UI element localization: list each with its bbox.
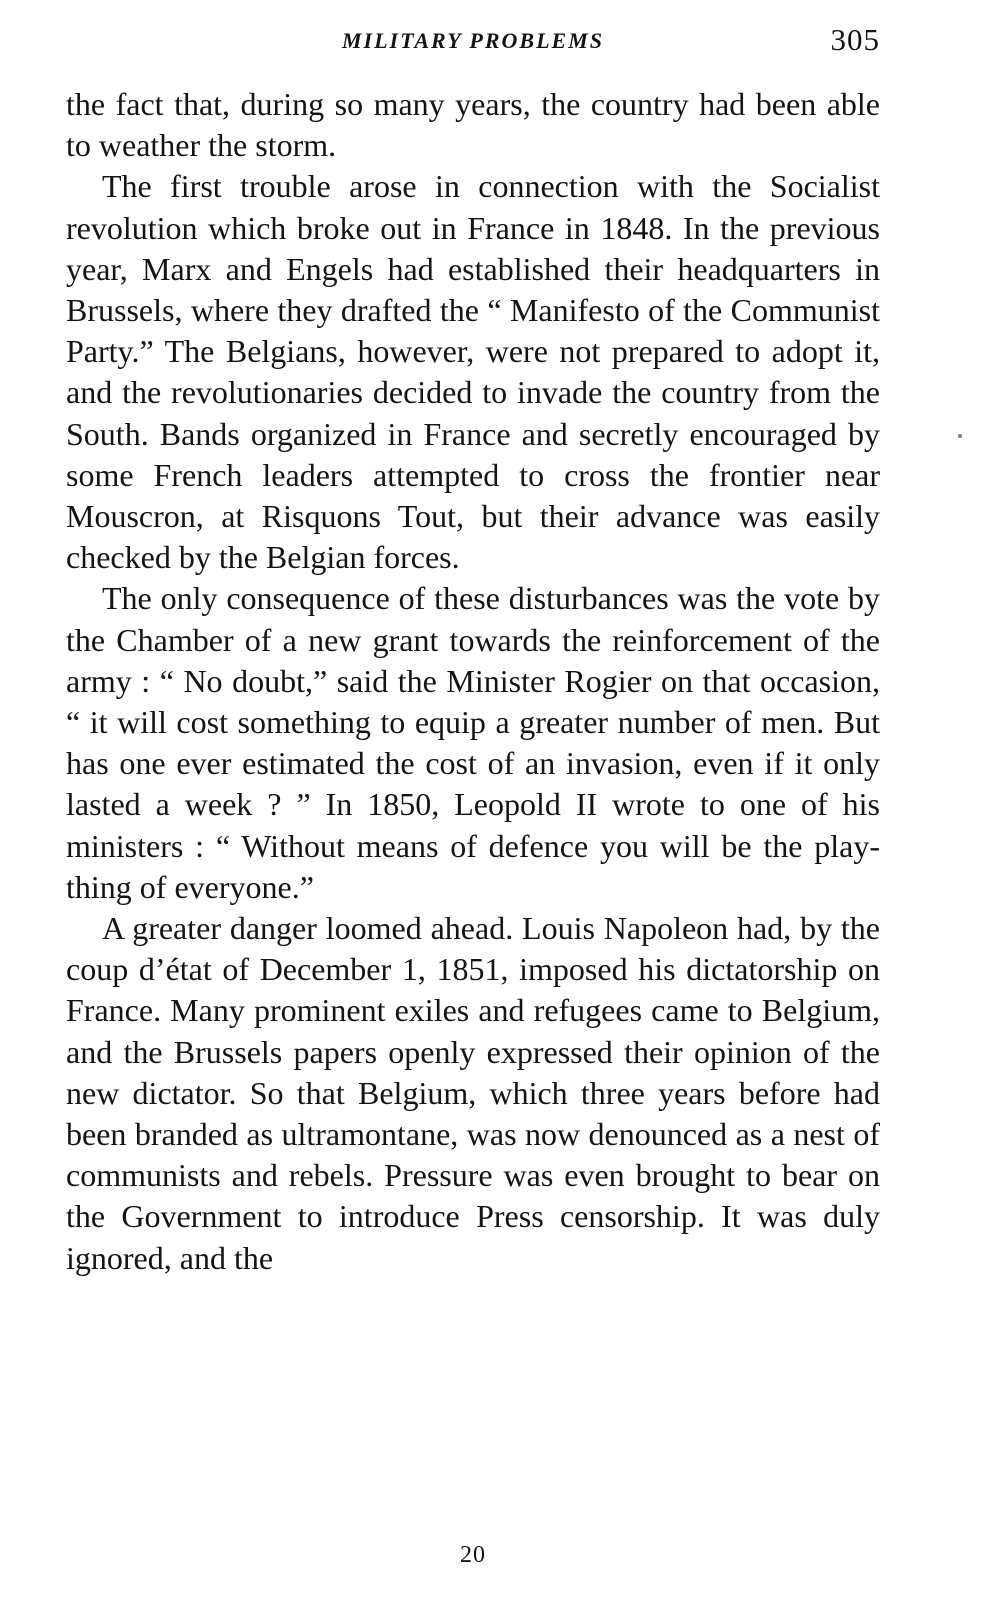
paragraph-continuation: the fact that, during so many years, the country had been able to weather the storm. xyxy=(66,86,880,164)
paragraph-socialist-revolution: The first trouble arose in connection with the Socialist revolution which broke out in France in 1848. In the previous year, Marx and Engels had established their headquarters in Brussels, where they drafted the “ Manifesto of the Communist Party.” The Belgians, however, were not prepared to adopt it, and the revolutionaries decided to invade the country from the South. Bands organized in France and secretly encouraged by some French leaders attempted to cross the frontier near Mouscron, at Risquons Tout, but their advance was easily checked by the Belgian forces. xyxy=(66,168,880,576)
book-page xyxy=(66,12,880,1587)
page-speck xyxy=(958,434,962,438)
paragraph-army-grant: The only consequence of these disturbances was the vote by the Chamber of a new grant towards the reinforcement of the army : “ No doubt,” said the Minister Rogier on that occasion, “ it will cost something to equip a greater number of men. But has one ever estimated the cost of an invasion, even if it only lasted a week ? ” In 1850, Leopold II wrote to one of his ministers : “ Without means of defence you will be the plaything of everyone.” xyxy=(66,580,880,905)
body-text xyxy=(66,84,880,1279)
signature-mark: 20 xyxy=(460,1542,486,1568)
running-head xyxy=(66,12,880,70)
page-number: 305 xyxy=(830,22,880,57)
paragraph-louis-napoleon: A greater danger loomed ahead. Louis Napoleon had, by the coup d’état of December 1, 1851, imposed his dictatorship on France. Many prominent exiles and refugees came to Belgium, and the Brussels papers openly expressed their opinion of the new dictator. So that Belgium, which three years before had been branded as ultramontane, was now denounced as a nest of communists and rebels. Pressure was even brought to bear on the Government to introduce Press censorship. It was duly ignored, and the xyxy=(66,910,880,1276)
running-title: MILITARY PROBLEMS xyxy=(341,28,604,53)
